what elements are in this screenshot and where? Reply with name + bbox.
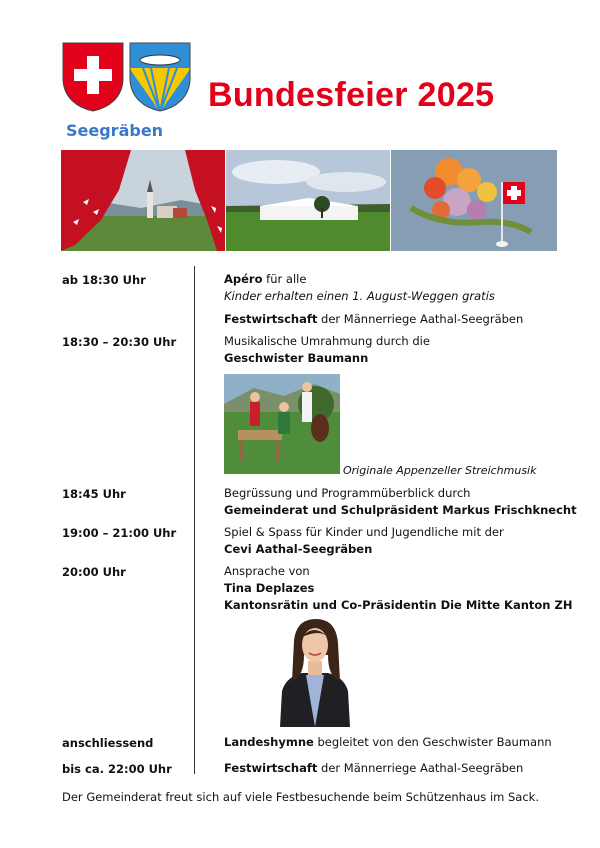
- closing-text: der Männerriege Aathal-Seegräben: [317, 761, 524, 775]
- time-anthem: anschliessend: [62, 736, 154, 750]
- music-caption: Originale Appenzeller Streichmusik: [343, 464, 537, 477]
- swiss-crest-icon: [62, 42, 124, 112]
- festwirtschaft-description: [224, 311, 523, 328]
- time-speech: 20:00 Uhr: [62, 565, 126, 579]
- footer-text: Der Gemeinderat freut sich auf viele Festbesuchende beim Schützenhaus im Sack.: [62, 790, 539, 804]
- apero-note: Kinder erhalten einen 1. August-Weggen gratis: [224, 289, 495, 303]
- apero-text: für alle: [262, 272, 307, 286]
- flower-arrangement-photo: [391, 150, 557, 251]
- festwirtschaft-text: der Männerriege Aathal-Seegräben: [317, 312, 524, 326]
- games-organizer-name: Cevi Aathal-Seegräben: [224, 542, 373, 556]
- closing-title: Festwirtschaft: [224, 761, 318, 775]
- speech-speaker: [224, 580, 314, 597]
- closing-description: [224, 760, 523, 777]
- welcome-speaker: [224, 502, 577, 519]
- welcome-speaker-name: Gemeinderat und Schulpräsident Markus Frischknecht: [224, 503, 577, 517]
- games-description: Spiel & Spass für Kinder und Jugendliche mit der: [224, 525, 504, 539]
- time-games: 19:00 – 21:00 Uhr: [62, 526, 177, 540]
- band-photo: [224, 374, 340, 474]
- time-closing: bis ca. 22:00 Uhr: [62, 762, 172, 776]
- speaker-photo: [224, 615, 396, 727]
- time-apero: ab 18:30 Uhr: [62, 273, 146, 287]
- speech-description: Ansprache von: [224, 564, 310, 578]
- games-organizer: [224, 541, 372, 558]
- festival-tent-photo: [226, 150, 390, 251]
- music-description: Musikalische Umrahmung durch die: [224, 334, 430, 348]
- flags-and-church-photo: [61, 150, 225, 251]
- apero-description: [224, 271, 306, 288]
- town-name: Seegräben: [66, 121, 164, 140]
- anthem-text: begleitet von den Geschwister Baumann: [313, 735, 552, 749]
- seegraeben-crest-icon: [129, 42, 191, 112]
- festwirtschaft-title: Festwirtschaft: [224, 312, 318, 326]
- anthem-title: Landeshymne: [224, 735, 314, 749]
- music-performer-name: Geschwister Baumann: [224, 351, 369, 365]
- page-title: Bundesfeier 2025: [208, 76, 495, 114]
- music-performer: [224, 350, 368, 367]
- anthem-description: [224, 734, 552, 751]
- apero-title: Apéro: [224, 272, 263, 286]
- speech-speaker-role: [224, 597, 572, 614]
- welcome-description: Begrüssung und Programmüberblick durch: [224, 486, 471, 500]
- speech-speaker-role-text: Kantonsrätin und Co-Präsidentin Die Mitte Kanton ZH: [224, 598, 573, 612]
- speech-speaker-name: Tina Deplazes: [224, 581, 315, 595]
- program-divider: [194, 266, 195, 774]
- time-welcome: 18:45 Uhr: [62, 487, 126, 501]
- time-music: 18:30 – 20:30 Uhr: [62, 335, 177, 349]
